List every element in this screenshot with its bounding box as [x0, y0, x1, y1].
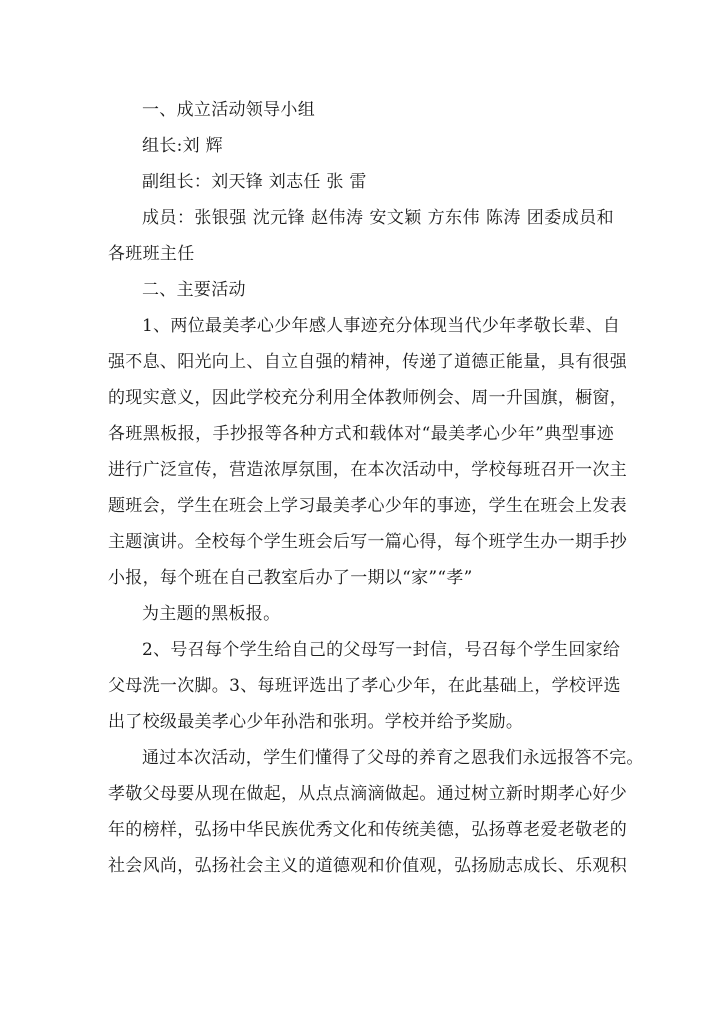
paragraph-line: 通过本次活动，学生们懂得了父母的养育之恩我们永远报答不完。 — [142, 748, 644, 768]
paragraph-line: 社会风尚，弘扬社会主义的道德观和价值观，弘扬励志成长、乐观积 — [108, 856, 627, 876]
paragraph-line: 出了校级最美孝心少年孙浩和张玥。学校并给予奖励。 — [108, 712, 524, 732]
members-line: 成员：张银强 沈元锋 赵伟涛 安文颖 方东伟 陈涛 团委成员和 — [142, 208, 614, 228]
document-page — [108, 92, 644, 884]
deputy-leader-line: 副组长：刘天锋 刘志任 张 雷 — [142, 172, 367, 192]
paragraph-line: 强不息、阳光向上、自立自强的精神，传递了道德正能量，具有很强 — [108, 352, 627, 372]
paragraph-line: 题班会，学生在班会上学习最美孝心少年的事迹，学生在班会上发表 — [108, 496, 627, 516]
paragraph-line: 孝敬父母要从现在做起，从点点滴滴做起。通过树立新时期孝心好少 — [108, 784, 627, 804]
heading-leadership-group: 一、成立活动领导小组 — [142, 100, 315, 120]
paragraph-line: 2、号召每个学生给自己的父母写一封信，号召每个学生回家给 — [142, 640, 621, 660]
paragraph-line: 父母洗一次脚。3、每班评选出了孝心少年，在此基础上，学校评选 — [108, 676, 621, 696]
group-leader-line: 组长:刘 辉 — [142, 136, 223, 156]
paragraph-line: 各班黑板报，手抄报等各种方式和载体对“最美孝心少年”典型事迹 — [108, 424, 614, 444]
members-line-cont: 各班班主任 — [108, 244, 195, 264]
paragraph-line: 1、两位最美孝心少年感人事迹充分体现当代少年孝敬长辈、自 — [142, 316, 621, 336]
paragraph-line: 的现实意义，因此学校充分利用全体教师例会、周一升国旗，橱窗， — [108, 388, 627, 408]
paragraph-line: 小报，每个班在自己教室后办了一期以“家”“孝” — [108, 568, 473, 588]
heading-main-activities: 二、主要活动 — [142, 280, 246, 300]
paragraph-line: 主题演讲。全校每个学生班会后写一篇心得，每个班学生办一期手抄 — [108, 532, 627, 552]
paragraph-line: 进行广泛宣传，营造浓厚氛围，在本次活动中，学校每班召开一次主 — [108, 460, 627, 480]
paragraph-line: 年的榜样，弘扬中华民族优秀文化和传统美德，弘扬尊老爱老敬老的 — [108, 820, 627, 840]
paragraph-line: 为主题的黑板报。 — [142, 604, 281, 624]
